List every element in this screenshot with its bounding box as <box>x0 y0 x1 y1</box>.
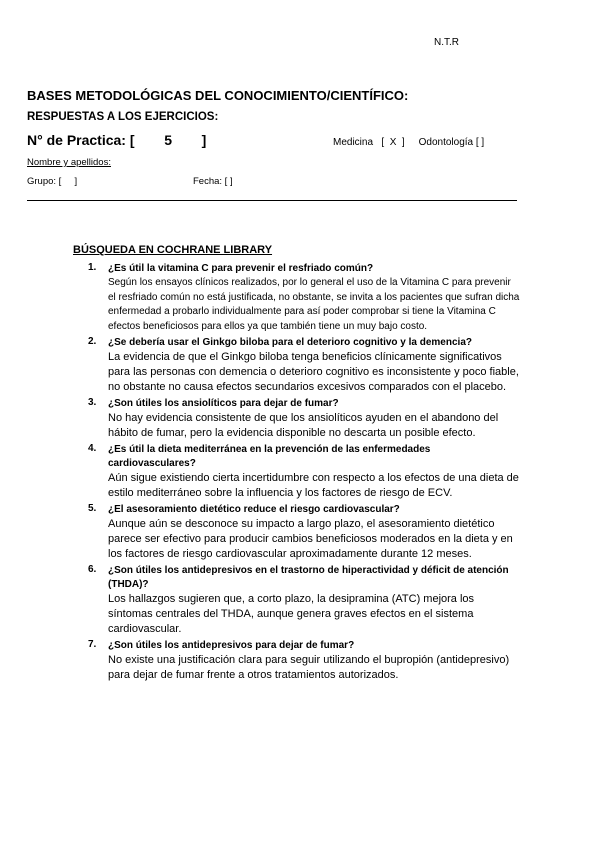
question-text: ¿Se debería usar el Ginkgo biloba para el deterioro cognitivo y la demencia? <box>108 337 472 348</box>
question-number: 3. <box>88 397 97 408</box>
header-divider <box>27 200 517 201</box>
name-label: Nombre y apellidos: <box>27 157 111 168</box>
question-number: 6. <box>88 564 97 575</box>
answer-text: Los hallazgos sugieren que, a corto plazo, la desipramina (ATC) mejora los síntomas centrales del THDA, aunque genera graves efectos en el sistema cardiovascular. <box>108 593 475 635</box>
practice-number-row <box>27 132 206 148</box>
medicina-option: Medicina [ X ] <box>333 137 405 148</box>
question-number: 4. <box>88 443 97 454</box>
answer-text: Aunque aún se desconoce su impacto a largo plazo, el asesoramiento dietético parece ser efectivo para producir cambios beneficiosos moderados en la dieta y en los factores de riesgo cardiovascular aproximadamente durante 12 meses. <box>108 518 513 560</box>
question-text: ¿Son útiles los antidepresivos en el trastorno de hiperactividad y déficit de atención (THDA)? <box>108 565 509 590</box>
section-title: BÚSQUEDA EN COCHRANE LIBRARY <box>73 244 273 256</box>
question-text: ¿Son útiles los ansiolíticos para dejar de fumar? <box>108 398 339 409</box>
career-selection <box>333 137 484 148</box>
list-item <box>88 639 520 683</box>
question-text: ¿El asesoramiento dietético reduce el riesgo cardiovascular? <box>108 504 400 515</box>
date-field: Fecha: [ ] <box>193 176 233 187</box>
question-number: 1. <box>88 262 97 273</box>
answer-text: Aún sigue existiendo cierta incertidumbre con respecto a los efectos de una dieta de estilo mediterráneo sobre la influencia y los factores de riesgo de ECV. <box>108 472 519 499</box>
question-list <box>88 262 520 685</box>
list-item <box>88 262 520 334</box>
page-title: BASES METODOLÓGICAS DEL CONOCIMIENTO/CIENTÍFICO: <box>27 88 409 103</box>
answer-text: No hay evidencia consistente de que los ansiolíticos ayuden en el abandono del hábito de fumar, pero la evidencia disponible no descarta un posible efecto. <box>108 412 499 439</box>
question-number: 2. <box>88 336 97 347</box>
answer-text: No existe una justificación clara para seguir utilizando el bupropión (antidepresivo) para dejar de fumar frente a otros tratamientos autorizados. <box>108 654 510 681</box>
question-number: 5. <box>88 503 97 514</box>
answer-text: Según los ensayos clínicos realizados, por lo general el uso de la Vitamina C para prevenir el resfriado común no está justificada, no obstante, se invita a los pacientes que sufran dicha enfermedad a probarlo individualmente para así poder comprobar si tiene la Vitamina C efectos beneficiosos para ellos ya que también tiene un muy bajo costo. <box>108 277 520 332</box>
list-item <box>88 564 520 637</box>
question-text: ¿Es útil la dieta mediterránea en la prevención de las enfermedades cardiovasculares? <box>108 444 431 469</box>
list-item <box>88 397 520 441</box>
group-field: Grupo: [ ] <box>27 176 78 187</box>
question-number: 7. <box>88 639 97 650</box>
question-text: ¿Son útiles los antidepresivos para dejar de fumar? <box>108 640 355 651</box>
odontologia-option: Odontología [ ] <box>418 137 485 148</box>
practice-label: N° de Practica: <box>27 132 126 148</box>
author-initials: N.T.R <box>434 37 459 48</box>
list-item <box>88 336 520 395</box>
list-item <box>88 503 520 562</box>
page-subtitle: RESPUESTAS A LOS EJERCICIOS: <box>27 111 219 123</box>
practice-number: [ 5 ] <box>129 132 207 148</box>
answer-text: La evidencia de que el Ginkgo biloba tenga beneficios clínicamente significativos para las personas con demencia o deterioro cognitivo es inconsistente y poco fiable, no obstante no causa efectos secundarios excesivos comparados con el placebo. <box>108 351 519 393</box>
list-item <box>88 443 520 501</box>
question-text: ¿Es útil la vitamina C para prevenir el resfriado común? <box>108 263 374 274</box>
